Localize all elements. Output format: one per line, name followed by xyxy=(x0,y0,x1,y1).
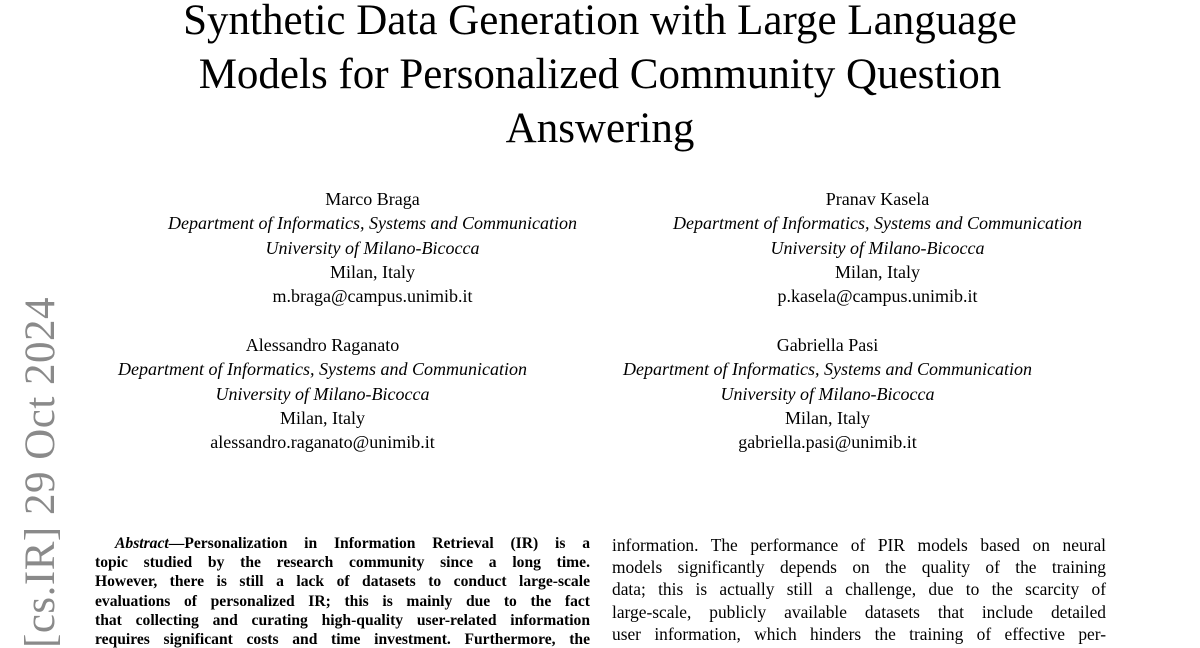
author-email: m.braga@campus.unimib.it xyxy=(272,286,473,307)
abstract-label: Abstract xyxy=(115,535,169,552)
abstract-line: topic studied by the research community since a long time. xyxy=(95,554,590,572)
body-line: information. The performance of PIR models based on neural xyxy=(612,535,1106,555)
author-name: Pranav Kasela xyxy=(825,189,930,209)
abstract-line: that collecting and curating high-quality user-related information xyxy=(95,611,590,629)
author-university: University of Milano-Bicocca xyxy=(265,237,480,258)
author-university: University of Milano-Bicocca xyxy=(215,383,430,404)
body-line: large-scale, publicly available datasets that include detailed xyxy=(612,601,1106,622)
author-email: gabriella.pasi@unimib.it xyxy=(738,432,917,453)
abstract-text: Personalization in Information Retrieval (IR) is a xyxy=(184,535,590,552)
author-block xyxy=(595,333,1060,454)
author-department: Department of Informatics, Systems and Communication xyxy=(673,213,1082,234)
body-line: models significantly depends on the quality of the training xyxy=(612,557,1106,578)
author-location: Milan, Italy xyxy=(280,407,365,428)
author-block xyxy=(90,333,555,454)
author-department: Department of Informatics, Systems and Communication xyxy=(118,359,527,380)
title-line: Answering xyxy=(505,105,695,152)
abstract-dash: — xyxy=(168,535,185,552)
author-location: Milan, Italy xyxy=(835,261,920,282)
abstract-line: requires significant costs and time investment. Furthermore, the xyxy=(95,631,590,648)
author-department: Department of Informatics, Systems and Communication xyxy=(168,213,577,234)
author-email: alessandro.raganato@unimib.it xyxy=(210,432,435,453)
author-block xyxy=(645,187,1110,308)
body-text-column xyxy=(612,534,1106,645)
body-line: user information, which hinders the training of effective per- xyxy=(612,623,1106,644)
author-name: Gabriella Pasi xyxy=(776,335,879,355)
title-line: Synthetic Data Generation with Large Language xyxy=(183,0,1017,44)
author-location: Milan, Italy xyxy=(785,407,870,428)
author-email: p.kasela@campus.unimib.it xyxy=(777,286,978,307)
author-name: Marco Braga xyxy=(325,189,420,209)
author-location: Milan, Italy xyxy=(330,261,415,282)
abstract-line xyxy=(95,534,590,553)
author-department: Department of Informatics, Systems and Communication xyxy=(623,359,1032,380)
abstract xyxy=(95,534,590,648)
title-line: Models for Personalized Community Question xyxy=(198,51,1002,98)
arxiv-side-identifier: [cs.IR] 29 Oct 2024 xyxy=(17,296,64,648)
body-line: data; this is actually still a challenge, due to the scarcity of xyxy=(612,579,1106,600)
author-block xyxy=(140,187,605,308)
author-university: University of Milano-Bicocca xyxy=(720,383,935,404)
author-university: University of Milano-Bicocca xyxy=(770,237,985,258)
author-name: Alessandro Raganato xyxy=(245,335,400,355)
abstract-line: evaluations of personalized IR; this is mainly due to the fact xyxy=(95,592,590,610)
paper-title xyxy=(100,0,1100,156)
abstract-line: However, there is still a lack of datasets to conduct large-scale xyxy=(95,573,590,591)
